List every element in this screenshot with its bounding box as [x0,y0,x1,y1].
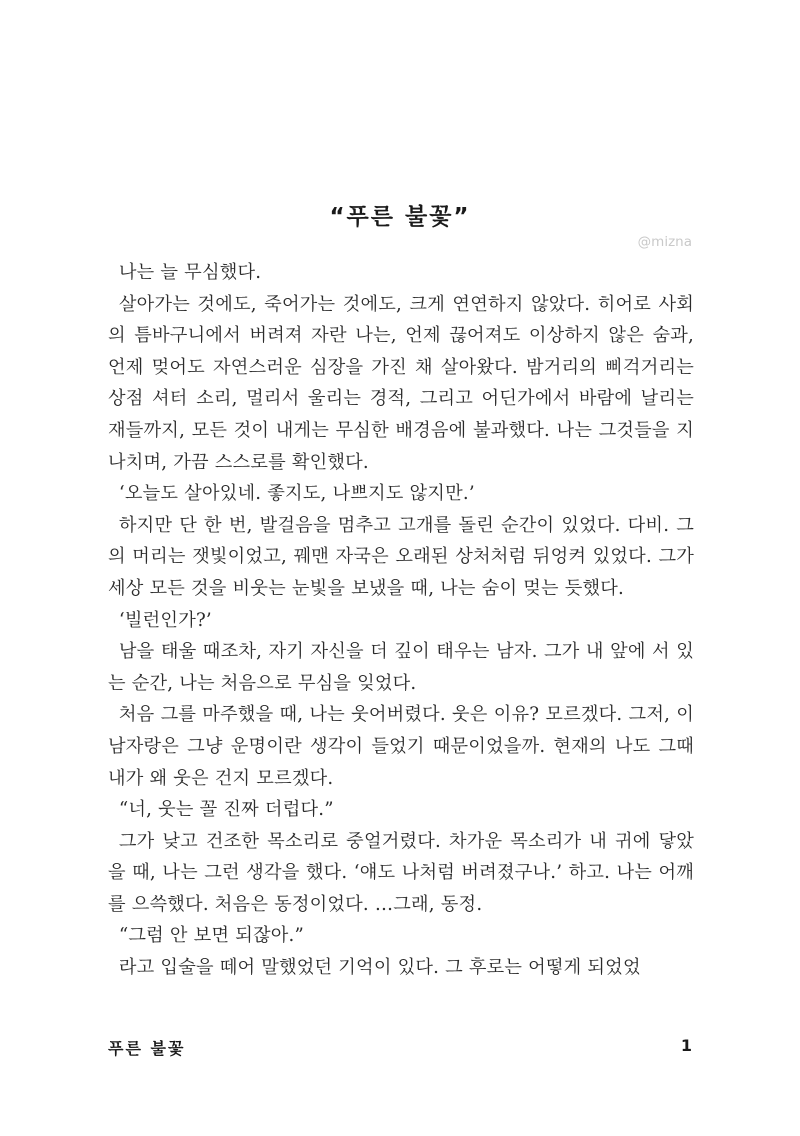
chapter-title: “푸른 불꽃” [329,204,471,230]
paragraph: 처음 그를 마주했을 때, 나는 웃어버렸다. 웃은 이유? 모르겠다. 그저, 이 남자랑은 그냥 운명이란 생각이 들었기 때문이었을까. 현재의 나도 그때 내가 왜 웃은 건지 모르겠다. [108,704,694,789]
paragraph: “그럼 안 보면 되잖아.” [118,925,304,947]
page-number: 1 [680,1036,692,1055]
paragraph: 그가 낮고 건조한 목소리로 중얼거렸다. 차가운 목소리가 내 귀에 닿았을 때, 나는 그런 생각을 했다. ‘얘도 나처럼 버려졌구나.’ 하고. 나는 어깨를 으쓱했다. 처음은 동정이었다. …그래, 동정. [108,830,694,915]
paragraph: ‘오늘도 살아있네. 좋지도, 나쁘지도 않지만.’ [118,483,475,505]
story-body [108,257,694,984]
footer-title: 푸른 불꽃 [108,1039,186,1058]
chapter-ornament [0,134,800,156]
paragraph: 하지만 단 한 번, 발걸음을 멈추고 고개를 돌린 순간이 있었다. 다비. 그의 머리는 잿빛이었고, 꿰맨 자국은 오래된 상처처럼 뒤엉켜 있었다. 그가 세상 모든 것을 비웃는 눈빛을 보냈을 때, 나는 숨이 멎는 듯했다. [108,514,694,599]
paragraph: 살아가는 것에도, 죽어가는 것에도, 크게 연연하지 않았다. 히어로 사회의 틈바구니에서 버려져 자란 나는, 언제 끊어져도 이상하지 않은 숨과, 언제 멎어도 자연스러운 심장을 가진 채 살아왔다. 밤거리의 삐걱거리는 상점 셔터 소리, 멀리서 울리는 경적, 그리고 어딘가에서 바람에 날리는 재들까지, 모든 것이 내게는 무심한 배경음에 불과했다. 나는 그것들을 지나치며, 가끔 스스로를 확인했다. [108,293,694,473]
author-handle: @mizna [637,234,692,250]
paragraph: “너, 웃는 꼴 진짜 더럽다.” [118,799,334,821]
paragraph: 남을 태울 때조차, 자기 자신을 더 깊이 태우는 남자. 그가 내 앞에 서 있는 순간, 나는 처음으로 무심을 잊었다. [108,641,694,694]
paragraph: ‘빌런인가?’ [118,609,212,631]
paragraph: 라고 입술을 떼어 말했었던 기억이 있다. 그 후로는 어떻게 되었었 [118,957,641,979]
paragraph: 나는 늘 무심했다. [118,262,262,283]
